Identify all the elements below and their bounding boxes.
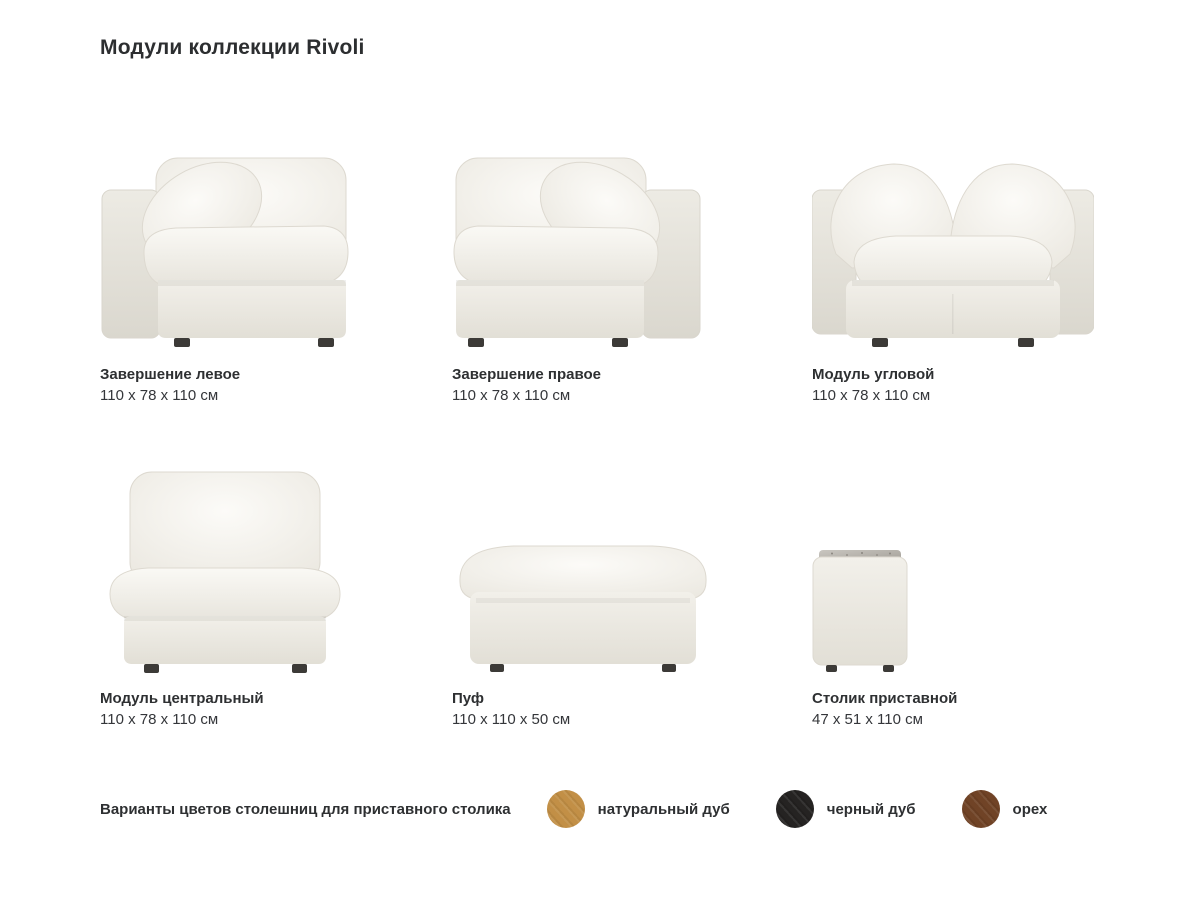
module-name: Завершение левое <box>100 366 241 383</box>
module-dimensions: 110 x 78 x 110 см <box>452 387 571 404</box>
module-name: Модуль угловой <box>812 366 935 383</box>
module-dimensions: 47 x 51 x 110 см <box>812 711 923 728</box>
module-caption <box>100 364 452 406</box>
pouf-image <box>452 464 812 674</box>
module-dimensions: 110 x 78 x 110 см <box>100 711 219 728</box>
module-card-pouf <box>452 464 812 730</box>
module-name: Завершение правое <box>452 366 601 383</box>
left-end-module-image <box>100 122 452 350</box>
module-caption <box>100 688 452 730</box>
page-title: Модули коллекции Rivoli <box>100 36 365 59</box>
module-name: Столик приставной <box>812 690 958 707</box>
module-caption <box>452 688 812 730</box>
module-card-right-end <box>452 122 812 406</box>
color-option-black-oak <box>776 790 916 828</box>
central-module-image <box>100 464 452 674</box>
module-card-left-end <box>100 122 452 406</box>
module-card-corner <box>812 122 1160 406</box>
module-caption <box>812 364 1160 406</box>
module-name: Пуф <box>452 690 485 707</box>
tabletop-color-legend <box>100 790 1100 828</box>
side-table-image <box>812 464 1160 674</box>
legend-label: Варианты цветов столешниц для приставного столика <box>100 800 511 818</box>
swatch-name: орех <box>1012 800 1048 818</box>
module-card-central <box>100 464 452 730</box>
module-dimensions: 110 x 78 x 110 см <box>100 387 219 404</box>
corner-module-image <box>812 122 1160 350</box>
black-oak-swatch-icon <box>776 790 814 828</box>
module-dimensions: 110 x 78 x 110 см <box>812 387 931 404</box>
modules-grid <box>100 122 1100 730</box>
swatch-name: натуральный дуб <box>597 800 730 818</box>
module-caption <box>812 688 1160 730</box>
module-dimensions: 110 x 110 x 50 см <box>452 711 571 728</box>
module-caption <box>452 364 812 406</box>
natural-oak-swatch-icon <box>547 790 585 828</box>
module-name: Модуль центральный <box>100 690 264 707</box>
right-end-module-image <box>452 122 812 350</box>
walnut-swatch-icon <box>962 790 1000 828</box>
color-option-natural-oak <box>547 790 730 828</box>
module-card-side-table <box>812 464 1160 730</box>
swatch-name: черный дуб <box>826 800 916 818</box>
color-option-walnut <box>962 790 1048 828</box>
